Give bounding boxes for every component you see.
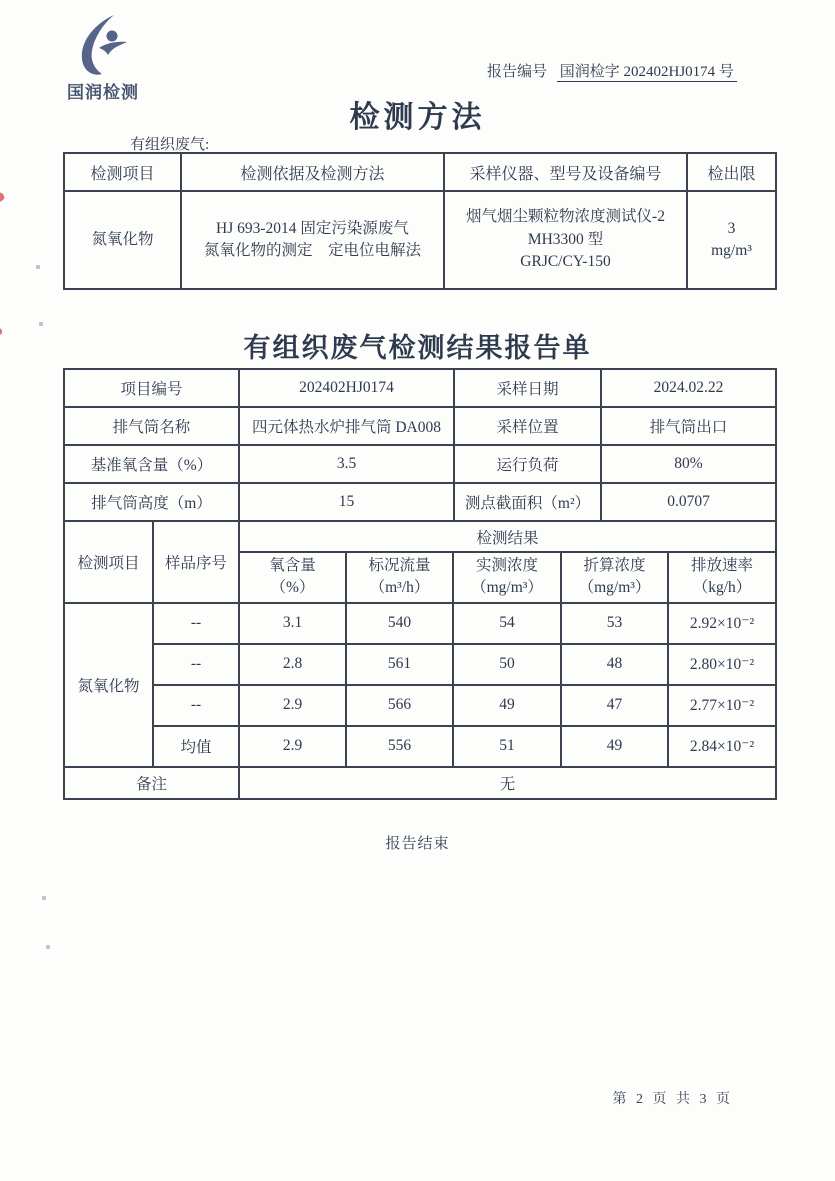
method-basis-line1: HJ 693-2014 固定污染源废气: [216, 219, 409, 237]
subheader-measured-line1: 实测浓度: [475, 557, 538, 574]
info-value-project-no: 202402HJ0174: [239, 369, 454, 407]
info-label-load: 运行负荷: [454, 445, 601, 483]
info-row-stack: [64, 407, 776, 445]
subheader-rate-line1: 排放速率: [691, 557, 754, 574]
method-instrument-line2: MH3300 型: [527, 230, 604, 248]
info-value-load: 80%: [601, 445, 776, 483]
row2-sample: --: [153, 644, 239, 685]
method-limit-value: 3: [727, 219, 736, 237]
row1-rate: 2.92×10⁻²: [668, 603, 776, 644]
row3-measured: 49: [453, 685, 561, 726]
row4-sample: 均值: [153, 726, 239, 767]
report-number-value: 国润检字 202402HJ0174 号: [557, 64, 737, 82]
row2-oxygen: 2.8: [239, 644, 346, 685]
row1-measured: 54: [453, 603, 561, 644]
remark-value: 无: [239, 767, 776, 799]
info-row-oxygen: [64, 445, 776, 483]
results-remark-row: [64, 767, 776, 799]
info-row-height: [64, 483, 776, 521]
results-subheader-flow: [346, 552, 453, 603]
method-instrument-line3: GRJC/CY-150: [520, 253, 611, 271]
row3-sample: --: [153, 685, 239, 726]
remark-label: 备注: [64, 767, 239, 799]
row4-rate: 2.84×10⁻²: [668, 726, 776, 767]
method-header-item: 检测项目: [64, 153, 181, 191]
info-label-project-no: 项目编号: [64, 369, 239, 407]
method-table-row: [64, 191, 776, 289]
row3-oxygen: 2.9: [239, 685, 346, 726]
method-cell-instrument: [444, 191, 687, 289]
method-cell-limit: [687, 191, 776, 289]
results-data-row-2: [64, 644, 776, 685]
row4-flow: 556: [346, 726, 453, 767]
results-header-sample: 样品序号: [153, 521, 239, 603]
row1-flow: 540: [346, 603, 453, 644]
results-subheader-measured: [453, 552, 561, 603]
scan-speck: [39, 322, 43, 326]
info-label-ref-oxygen: 基准氧含量（%）: [64, 445, 239, 483]
method-basis-line2: 氮氧化物的测定 定电位电解法: [203, 242, 421, 259]
results-header-group: 检测结果: [239, 521, 776, 552]
subheader-oxygen-line2: （%）: [270, 579, 315, 597]
info-value-stack-name: 四元体热水炉排气筒 DA008: [239, 407, 454, 445]
row3-converted: 47: [561, 685, 668, 726]
info-value-stack-height: 15: [239, 483, 454, 521]
results-data-row-3: [64, 685, 776, 726]
subheader-flow-line1: 标况流量: [368, 557, 431, 574]
row2-rate: 2.80×10⁻²: [668, 644, 776, 685]
project-info-table: [63, 368, 777, 522]
info-row-project: [64, 369, 776, 407]
info-value-sample-position: 排气筒出口: [601, 407, 776, 445]
report-end-note: 报告结束: [385, 836, 450, 852]
results-tables-wrapper: [63, 368, 777, 800]
row1-converted: 53: [561, 603, 668, 644]
page-title-method: 检测方法: [349, 101, 486, 134]
subheader-oxygen-line1: 氧含量: [269, 557, 316, 574]
method-header-instrument: 采样仪器、型号及设备编号: [444, 153, 687, 191]
method-cell-basis: [181, 191, 444, 289]
results-subheader-oxygen: [239, 552, 346, 603]
report-number: [487, 60, 737, 81]
subheader-converted-line1: 折算浓度: [583, 557, 646, 574]
results-data-row-average: [64, 726, 776, 767]
row1-sample: --: [153, 603, 239, 644]
results-data-row-1: [64, 603, 776, 644]
report-number-label: 报告编号: [487, 64, 548, 80]
row4-oxygen: 2.9: [239, 726, 346, 767]
info-label-sample-position: 采样位置: [454, 407, 601, 445]
info-value-section-area: 0.0707: [601, 483, 776, 521]
method-table: [63, 152, 777, 290]
info-label-stack-name: 排气筒名称: [64, 407, 239, 445]
scan-speck: [46, 945, 50, 949]
row2-converted: 48: [561, 644, 668, 685]
info-label-section-area: 测点截面积（m²）: [454, 483, 601, 521]
company-logo: [48, 14, 158, 103]
scan-speck: [36, 265, 40, 269]
row3-rate: 2.77×10⁻²: [668, 685, 776, 726]
page-title-results: 有组织废气检测结果报告单: [243, 333, 592, 363]
row2-flow: 561: [346, 644, 453, 685]
results-item-name: 氮氧化物: [64, 603, 153, 767]
results-subheader-rate: [668, 552, 776, 603]
method-header-basis: 检测依据及检测方法: [181, 153, 444, 191]
method-header-limit: 检出限: [687, 153, 776, 191]
method-limit-unit: mg/m³: [711, 242, 752, 259]
page-indicator: 第 2 页 共 3 页: [612, 1092, 733, 1107]
method-instrument-line1: 烟气烟尘颗粒物浓度测试仪-2: [466, 208, 665, 226]
logo-text: 国润检测: [67, 83, 139, 102]
row4-measured: 51: [453, 726, 561, 767]
results-subheader-converted: [561, 552, 668, 603]
logo-mark-icon: [72, 14, 134, 76]
results-table: [63, 520, 777, 800]
method-subtitle: 有组织废气:: [130, 137, 210, 153]
method-table-header-row: [64, 153, 776, 191]
scan-speck: [42, 896, 46, 900]
info-value-sample-date: 2024.02.22: [601, 369, 776, 407]
results-header-item: 检测项目: [64, 521, 153, 603]
info-value-ref-oxygen: 3.5: [239, 445, 454, 483]
row3-flow: 566: [346, 685, 453, 726]
info-label-stack-height: 排气筒高度（m）: [64, 483, 239, 521]
results-group-header-row: [64, 521, 776, 552]
row1-oxygen: 3.1: [239, 603, 346, 644]
row4-converted: 49: [561, 726, 668, 767]
subheader-measured-line2: （mg/m³）: [471, 579, 543, 597]
subheader-converted-line2: （mg/m³）: [578, 579, 651, 597]
row2-measured: 50: [453, 644, 561, 685]
subheader-rate-line2: （kg/h）: [692, 579, 752, 597]
method-cell-item: 氮氧化物: [64, 191, 181, 289]
info-label-sample-date: 采样日期: [454, 369, 601, 407]
subheader-flow-line2: （m³/h）: [369, 579, 430, 597]
